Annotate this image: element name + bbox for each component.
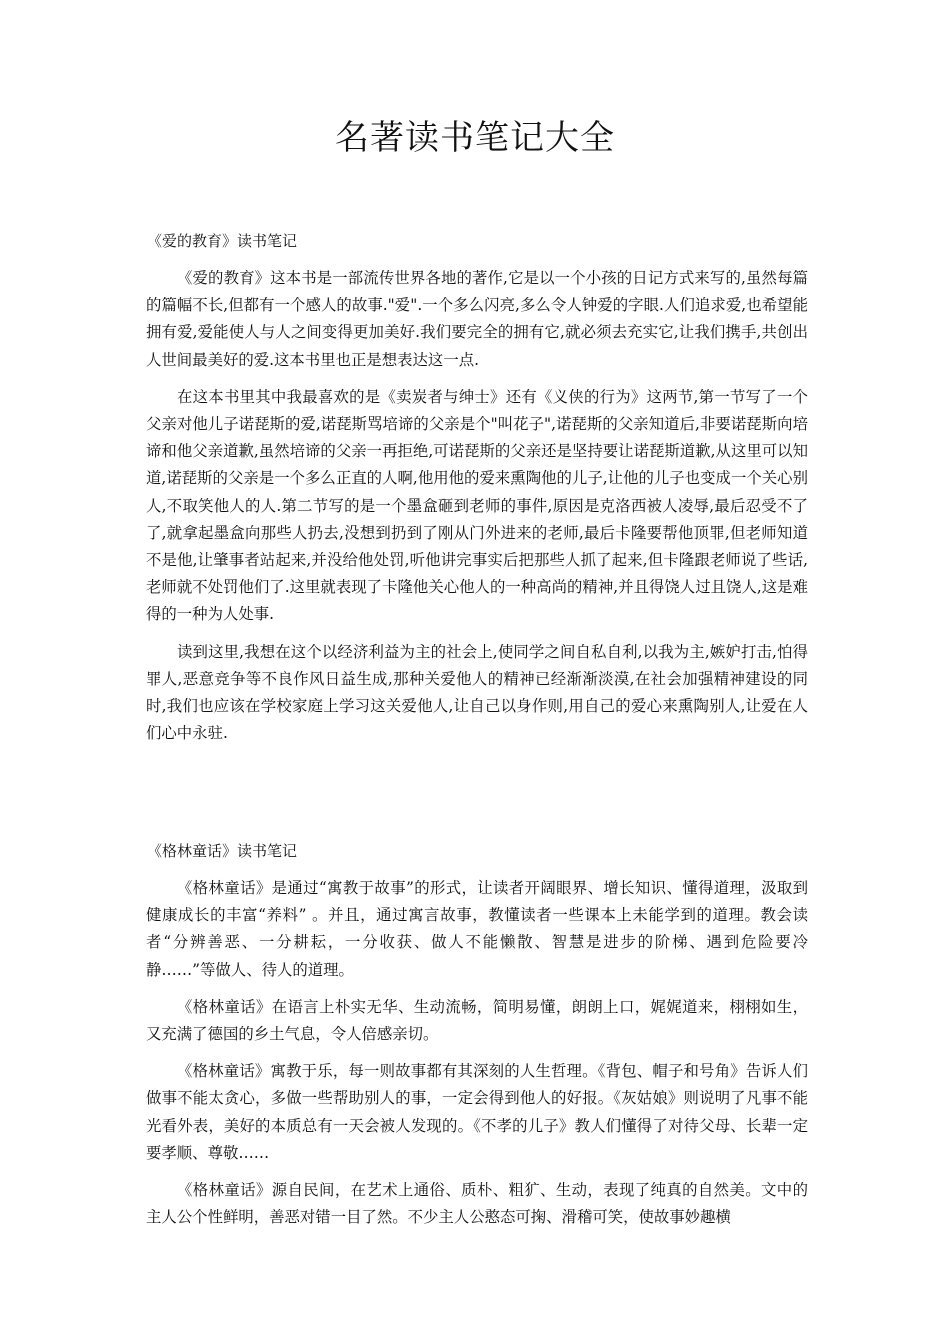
paragraph: 《格林童话》源自民间，在艺术上通俗、质朴、粗犷、生动，表现了纯真的自然美。文中的主人公个性鲜明，善恶对错一目了然。不少主人公憨态可掬、滑稽可笑，使故事妙趣横: [146, 1181, 808, 1227]
paragraph: 《爱的教育》这本书是一部流传世界各地的著作,它是以一个小孩的日记方式来写的,虽然每篇的篇幅不长,但都有一个感人的故事."爱".一个多么闪亮,多么令人钟爱的字眼.人们追求爱,也希望能拥有爱,爱能使人与人之间变得更加美好.我们要完全的拥有它,就必须去充实它,让我们携手,共创出人世间最美好的爱.这本书里也正是想表达这一点.: [146, 269, 808, 369]
section-grimm-fairy-tales: [146, 838, 808, 1241]
document-title: 名著读书笔记大全: [335, 118, 615, 158]
section-love-education: [146, 228, 808, 757]
paragraph: 在这本书里其中我最喜欢的是《卖炭者与绅士》还有《义侠的行为》这两节,第一节写了一个父亲对他儿子诺琵斯的爱,诺琵斯骂培谛的父亲是个"叫花子",诺琵斯的父亲知道后,非要诺琵斯向培谛和他父亲道歉,虽然培谛的父亲一再拒绝,可诺琵斯的父亲还是坚持要让诺琵斯道歉,从这里可以知道,诺琵斯的父亲是一个多么正直的人啊,他用他的爱来熏陶他的儿子,让他的儿子也变成一个关心别人,不取笑他人的人.第二节写的是一个墨盒砸到老师的事件,原因是克洛西被人凌辱,最后忍受不了了,就拿起墨盒向那些人扔去,没想到扔到了刚从门外进来的老师,最后卡隆要帮他顶罪,但老师知道不是他,让肇事者站起来,并没给他处罚,听他讲完事实后把那些人抓了起来,但卡隆跟老师说了些话,老师就不处罚他们了.这里就表现了卡隆他关心他人的一种高尚的精神,并且得饶人过且饶人,这是难得的一种为人处事.: [146, 387, 808, 624]
section-heading: 《格林童话》读书笔记: [147, 842, 298, 860]
paragraph: 《格林童话》是通过“寓教于故事”的形式，让读者开阔眼界、增长知识、懂得道理，汲取到健康成长的丰富“养料” 。并且，通过寓言故事，教懂读者一些课本上未能学到的道理。教会读者“分辨善恶、一分耕耘，一分收获、做人不能懒散、智慧是进步的阶梯、遇到危险要冷静……”等做人、待人的道理。: [146, 879, 808, 979]
paragraph: 《格林童话》寓教于乐，每一则故事都有其深刻的人生哲理。《背包、帽子和号角》告诉人们做事不能太贪心，多做一些帮助别人的事，一定会得到他人的好报。《灰姑娘》则说明了凡事不能光看外表，美好的本质总有一天会被人发现的。《不孝的儿子》教人们懂得了对待父母、长辈一定要孝顺、尊敬……: [146, 1062, 808, 1162]
paragraph: 《格林童话》在语言上朴实无华、生动流畅，简明易懂，朗朗上口，娓娓道来，栩栩如生，又充满了德国的乡土气息，令人倍感亲切。: [146, 997, 808, 1044]
section-heading: 《爱的教育》读书笔记: [147, 232, 298, 250]
paragraph: 读到这里,我想在这个以经济利益为主的社会上,使同学之间自私自利,以我为主,嫉妒打击,怕得罪人,恶意竞争等不良作风日益生成,那种关爱他人的精神已经渐渐淡漠,在社会加强精神建设的同时,我们也应该在学校家庭上学习这关爱他人,让自己以身作则,用自己的爱心来熏陶别人,让爱在人们心中永驻.: [146, 642, 808, 743]
